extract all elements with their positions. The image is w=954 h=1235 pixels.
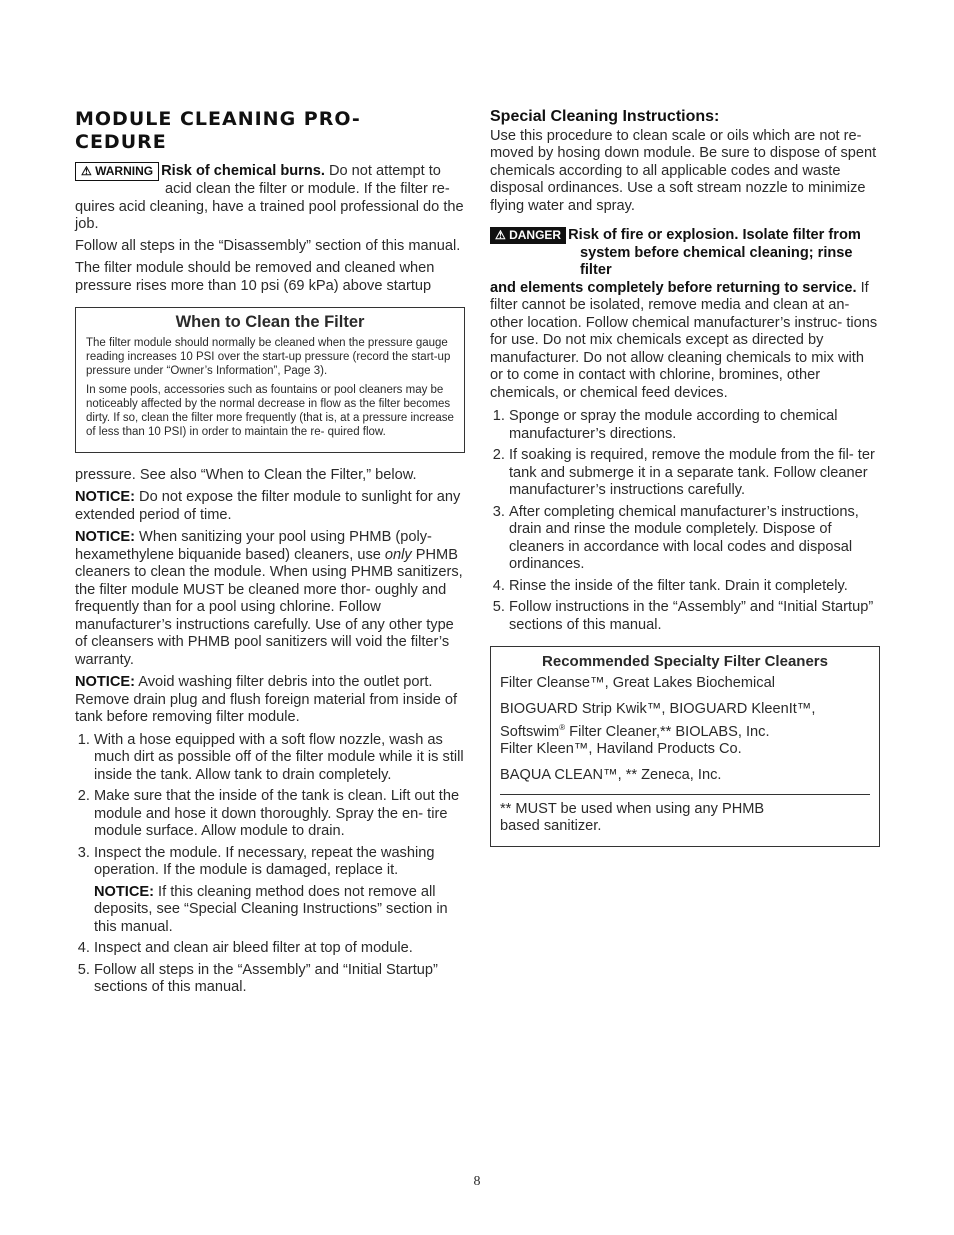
pressure-paragraph: The filter module should be removed and cleaned when pressure rises more than 10 psi (69 kPa) above startup [75, 260, 435, 294]
danger-badge: ⚠ DANGER [490, 227, 566, 244]
section-title-line2: CEDURE [75, 131, 167, 153]
pressure-continued: pressure. See also “When to Clean the Filter,” below. [75, 466, 417, 483]
left-column [75, 108, 465, 1003]
section-title [75, 108, 465, 154]
right-column [490, 108, 880, 847]
notice-emphasis: only [384, 546, 412, 563]
list-item [94, 845, 465, 937]
special-steps-list [490, 408, 880, 634]
notice-label: NOTICE: [75, 489, 135, 505]
page-number: 8 [473, 1174, 481, 1189]
list-item: 5. Follow all steps in the “Assembly” and “Initial Startup” sections of this manual. [94, 962, 465, 997]
warning-text-line1: Do not attempt to [324, 163, 441, 179]
when-to-clean-box [75, 307, 465, 453]
notice-text: Do not expose the filter module to sunlight for any extended period of time. [75, 489, 461, 523]
danger-block [490, 227, 880, 402]
danger-bold-line3: and elements completely before returning to service. [490, 279, 857, 296]
cleaner-item: BAQUA CLEAN™, ** Zeneca, Inc. [500, 767, 722, 784]
disassembly-paragraph: Follow all steps in the “Disassembly” section of this manual. [75, 237, 461, 254]
notice-phmb [75, 529, 465, 669]
special-cleaning-title: Special Cleaning Instructions: [490, 108, 720, 125]
cleaners-footnote [500, 801, 870, 836]
warning-badge: ⚠ WARNING [75, 162, 159, 181]
special-cleaning-intro: Use this procedure to clean scale or oils which are not re- moved by hosing down module. Be sure to dispose of spent chemicals according to all applicable codes and waste disposal ordinances. Use a soft stream nozzle to minimize flying water and spray. [490, 127, 877, 214]
notice-label: NOTICE: [94, 883, 154, 900]
when-to-clean-p1: The filter module should normally be cleaned when the pressure gauge reading increases 10 PSI over the start-up pressure (record the start-up pressure under “Owner’s Information”, Page 3). [86, 336, 451, 377]
list-item: 1. With a hose equipped with a soft flow nozzle, wash as much dirt as possible off of the filter module while it is still inside the tank. Allow tank to drain completely. [94, 732, 465, 785]
notice-sunlight [75, 489, 465, 524]
cleaners-title: Recommended Specialty Filter Cleaners [542, 653, 828, 670]
danger-text: If filter cannot be isolated, remove media and clean at an- other location. Follow chemical manufacturer’s instruc- tions for use. Do not mix chemicals except as directed by manufacturer. Do not allow cleaning chemicals to mix with or to come in contact with chlorine, bromines, other chemicals, or chemical feed devices. [490, 279, 878, 401]
cleaner-line: Softswim [500, 723, 560, 740]
list-item: 2. If soaking is required, remove the module from the fil- ter tank and submerge it in a separate tank. Follow cleaner manufacturer’s instructions carefully. [509, 447, 880, 500]
divider [500, 794, 870, 795]
when-to-clean-title: When to Clean the Filter [175, 313, 365, 331]
list-item: 1. Sponge or spray the module according to chemical manufacturer’s directions. [509, 408, 880, 443]
notice-outlet [75, 674, 465, 727]
warning-block [75, 162, 465, 234]
recommended-cleaners-box [490, 646, 880, 847]
footnote-line2: based sanitizer. [500, 818, 602, 835]
notice-text: Avoid washing filter debris into the outlet port. Remove drain plug and flush foreign material from inside of tank before removing filter module. [75, 674, 458, 725]
cleaner-line: Filter Cleaner,** BIOLABS, Inc. [565, 723, 770, 740]
list-item: 5. Follow instructions in the “Assembly” and “Initial Startup” sections of this manual. [509, 599, 880, 634]
section-title-line1: MODULE CLEANING PRO- [75, 108, 361, 130]
registered-mark: ® [559, 722, 566, 732]
list-item-text: Inspect the module. If necessary, repeat the washing operation. If the module is damaged, replace it. [94, 844, 435, 878]
list-item: 2. Make sure that the inside of the tank is clean. Lift out the module and hose it down thoroughly. Spray the en- tire module surface. Allow module to drain. [94, 788, 465, 841]
warning-text-rest: quires acid cleaning, have a trained pool professional do the job. [75, 198, 464, 232]
cleaner-line: BIOGUARD Strip Kwik™, BIOGUARD KleenIt™, [500, 701, 816, 717]
cleaner-item [500, 701, 870, 758]
cleaner-item: Filter Cleanse™, Great Lakes Biochemical [500, 674, 775, 691]
list-item: 3. After completing chemical manufacturer’s instructions, drain and rinse the module completely. Dispose of cleaners in accordance with local codes and disposal ordinances. [509, 504, 880, 574]
footnote-line1: ** MUST be used when using any PHMB [500, 800, 765, 817]
step-notice [94, 884, 465, 937]
cleaner-line: Filter Kleen™, Haviland Products Co. [500, 740, 742, 757]
warning-bold-text: Risk of chemical burns. [161, 163, 325, 179]
when-to-clean-p2: In some pools, accessories such as fountains or pool cleaners may be noticeably affected by the normal decrease in flow as the filter becomes dirty. If so, clean the filter more frequently (that is, at a pressure increase of less than 10 PSI) in order to maintain the re- quired flow. [86, 383, 454, 438]
danger-bold-line1: Risk of fire or explosion. Isolate filter from [568, 227, 861, 243]
list-item: 4. Inspect and clean air bleed filter at top of module. [94, 940, 465, 958]
notice-text: PHMB cleaners to clean the module. When using PHMB sanitizers, the filter module MUST be cleaned more thor- oughly and frequently than for a pool using chlorine. Follow manufacturer’s instructions carefully. Use of any other type of cleansers with PHMB pool sanitizers will void the filter’s warranty. [75, 546, 463, 668]
notice-label: NOTICE: [75, 674, 135, 690]
cleaning-steps-list [75, 732, 465, 997]
warning-text-line2: acid clean the filter or module. If the filter re- [165, 181, 450, 197]
notice-label: NOTICE: [75, 529, 135, 545]
list-item: 4. Rinse the inside of the filter tank. Drain it completely. [509, 578, 880, 596]
notice-text: If this cleaning method does not remove all deposits, see “Special Cleaning Instructions” section in this manual. [94, 883, 448, 935]
danger-bold-line2: system before chemical cleaning; rinse filter [580, 244, 853, 278]
notice-text: When sanitizing your pool using PHMB (poly- hexamethylene biquanide based) cleaners, use [75, 529, 432, 563]
